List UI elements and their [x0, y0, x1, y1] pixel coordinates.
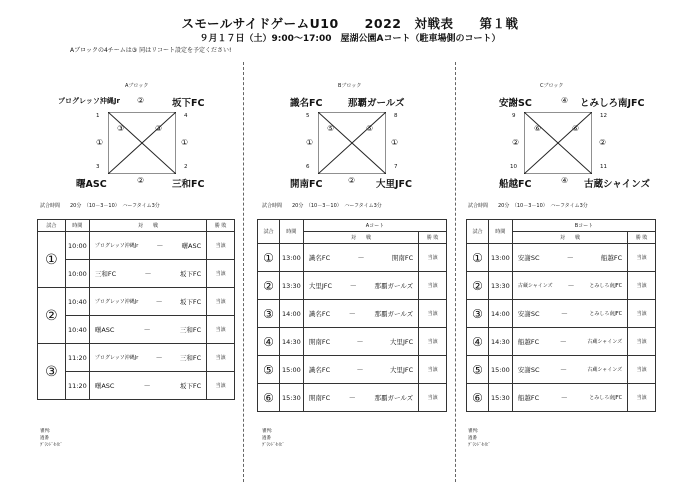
match-time: 10:40 — [65, 288, 89, 316]
block-c-num: 10 — [510, 164, 517, 170]
match-info-left: 試合時間 20分 （10－3－10） ハーフタイム3分 — [40, 203, 160, 209]
match-time: 14:00 — [488, 300, 512, 328]
header-result: 勝 敗 — [628, 232, 656, 244]
match-time: 14:30 — [279, 328, 303, 356]
block-c-team-tr: とみしろ南JFC — [580, 98, 645, 109]
block-b-num: 5 — [306, 113, 310, 119]
header-result: 勝 敗 — [419, 232, 447, 244]
block-a-num: 1 — [96, 113, 100, 119]
block-a-edge-top: ② — [137, 96, 145, 105]
block-c-team-br: 古蔵シャインズ — [584, 179, 651, 190]
schedule-table-left — [37, 219, 235, 400]
block-b-num: 6 — [306, 164, 310, 170]
header-game: 試合 — [258, 220, 280, 244]
away-team: 那覇ガールズ — [374, 310, 414, 318]
schedule-table-a-court — [257, 219, 447, 412]
match-result: 当該 — [207, 288, 235, 316]
column-divider-left — [243, 62, 244, 482]
home-team: 曙ASC — [94, 326, 115, 334]
block-c-team-bl: 船越FC — [499, 179, 532, 190]
match-time: 10:00 — [65, 232, 89, 260]
match-info-mid: 試合時間 20分 （10－3－10） ハーフタイム3分 — [262, 203, 382, 209]
block-a-name: Aブロック — [125, 83, 149, 89]
block-b-name: Bブロック — [338, 83, 362, 89]
header-time: 時間 — [488, 220, 512, 244]
game-number: ⑤ — [258, 356, 280, 384]
match-result: 当該 — [207, 344, 235, 372]
away-team: 坂下FC — [179, 270, 202, 278]
table-row: ① 13:00 安謝SC — 船越FC 当該 — [467, 244, 656, 272]
block-a-edge-diag-r: ③ — [155, 124, 163, 133]
home-team: 安謝SC — [517, 254, 540, 262]
block-c-name: Cブロック — [540, 83, 564, 89]
block-c-edge-diag-r: ⑥ — [572, 124, 580, 133]
home-team: 識名FC — [308, 310, 331, 318]
home-team: 大里JFC — [308, 282, 333, 290]
away-team: 三和FC — [179, 354, 202, 362]
home-team: プログレッソ沖縄Jr — [94, 243, 139, 249]
header-game: 試合 — [467, 220, 489, 244]
footer-line1: 審判: — [262, 429, 273, 434]
block-a-team-br: 三和FC — [172, 179, 205, 190]
home-team: 開南FC — [308, 338, 331, 346]
footer-left — [40, 428, 63, 449]
schedule-table-b-court — [466, 219, 656, 412]
home-team: 曙ASC — [94, 382, 115, 390]
match-time: 13:30 — [279, 272, 303, 300]
table-row: ③ 14:00 安謝SC — とみしろ南JFC 当該 — [467, 300, 656, 328]
away-team: とみしろ南JFC — [589, 395, 623, 401]
block-b-edge-left: ① — [306, 138, 314, 147]
match-time: 15:30 — [488, 384, 512, 412]
block-c-edge-right: ② — [599, 138, 607, 147]
table-row: ④ 14:30 開南FC — 大里JFC 当該 — [258, 328, 447, 356]
home-team: 開南FC — [308, 394, 331, 402]
match-result: 当該 — [628, 384, 656, 412]
game-number: ④ — [258, 328, 280, 356]
match-result: 当該 — [419, 328, 447, 356]
away-team: 坂下FC — [179, 382, 202, 390]
page-subtitle: ９月１７日（土）9:00～17:00 屋湖公園Aコート（駐車場側のコート） — [199, 34, 501, 44]
table-row: ② 10:40 プログレッソ沖縄Jr — 坂下FC 当該 — [38, 288, 235, 316]
match-result: 当該 — [207, 260, 235, 288]
home-team: 安謝SC — [517, 366, 540, 374]
away-team: 古蔵シャインズ — [587, 339, 623, 345]
footer-line1: 審判: — [40, 429, 51, 434]
block-b-num: 8 — [394, 113, 398, 119]
header-time: 時間 — [65, 220, 89, 232]
home-team: 三和FC — [94, 270, 117, 278]
game-number: ③ — [258, 300, 280, 328]
block-a-num: 2 — [184, 164, 188, 170]
match-time: 11:20 — [65, 372, 89, 400]
match-result: 当該 — [628, 272, 656, 300]
match-time: 15:30 — [279, 384, 303, 412]
match-result: 当該 — [207, 372, 235, 400]
header-result: 勝 敗 — [207, 220, 235, 232]
block-c-num: 11 — [600, 164, 607, 170]
table-row: ① 10:00 プログレッソ沖縄Jr — 曙ASC 当該 — [38, 232, 235, 260]
away-team: とみしろ南JFC — [589, 311, 623, 317]
away-team: 那覇ガールズ — [374, 394, 414, 402]
block-b-num: 7 — [394, 164, 398, 170]
table-row: ② 13:30 大里JFC — 那覇ガールズ 当該 — [258, 272, 447, 300]
home-team: 識名FC — [308, 254, 331, 262]
game-number: ② — [467, 272, 489, 300]
block-b-lines — [318, 112, 386, 174]
match-time: 14:30 — [488, 328, 512, 356]
match-time: 10:40 — [65, 316, 89, 344]
footer-line3: ｸﾞﾗﾝﾄﾞｾｲﾋﾞ — [262, 443, 285, 448]
footer-line2: 過番 — [262, 436, 271, 441]
table-row: ③ 11:20 プログレッソ沖縄Jr — 三和FC 当該 — [38, 344, 235, 372]
footer-mid — [262, 428, 285, 449]
block-a-lines — [108, 112, 176, 174]
block-b-edge-diag-l: ⑤ — [327, 124, 335, 133]
table-row: ③ 14:00 識名FC — 那覇ガールズ 当該 — [258, 300, 447, 328]
game-number: ① — [38, 232, 66, 288]
away-team: 曙ASC — [181, 242, 202, 250]
table-row: 10:40 曙ASC — 三和FC 当該 — [38, 316, 235, 344]
match-result: 当該 — [628, 328, 656, 356]
game-number: ② — [258, 272, 280, 300]
match-result: 当該 — [419, 272, 447, 300]
match-result: 当該 — [628, 300, 656, 328]
table-row: ⑤ 15:00 識名FC — 大里JFC 当該 — [258, 356, 447, 384]
block-c-num: 12 — [600, 113, 607, 119]
home-team: プログレッソ沖縄Jr — [94, 299, 139, 305]
match-time: 11:20 — [65, 344, 89, 372]
table-row: ⑤ 15:00 安謝SC — 古蔵シャインズ 当該 — [467, 356, 656, 384]
home-team: 船越FC — [517, 394, 540, 402]
block-b-edge-diag-r: ⑤ — [366, 124, 374, 133]
block-a-edge-bottom: ② — [137, 176, 145, 185]
home-team: 識名FC — [308, 366, 331, 374]
game-number: ③ — [38, 344, 66, 400]
block-c-edge-bottom: ④ — [561, 176, 569, 185]
court-a-header: Aコート — [303, 220, 446, 232]
match-result: 当該 — [419, 384, 447, 412]
header-match: 対 戦 — [512, 232, 627, 244]
table-row: ⑥ 15:30 船越FC — とみしろ南JFC 当該 — [467, 384, 656, 412]
match-time: 13:00 — [279, 244, 303, 272]
block-a-team-tl: プログレッソ沖縄Jr — [58, 97, 120, 105]
away-team: 大里JFC — [389, 366, 414, 374]
page-title: スモールサイドゲームU10 2022 対戦表 第１戦 — [181, 16, 519, 31]
footer-line3: ｸﾞﾗﾝﾄﾞｾｲﾋﾞ — [468, 443, 491, 448]
game-number: ⑥ — [258, 384, 280, 412]
game-number: ④ — [467, 328, 489, 356]
match-time: 10:00 — [65, 260, 89, 288]
away-team: とみしろ南JFC — [589, 283, 623, 289]
footer-right — [468, 428, 491, 449]
table-row: ④ 14:30 船越FC — 古蔵シャインズ 当該 — [467, 328, 656, 356]
column-divider-right — [455, 62, 456, 482]
block-a-edge-left: ① — [96, 138, 104, 147]
away-team: 古蔵シャインズ — [587, 367, 623, 373]
home-team: プログレッソ沖縄Jr — [94, 355, 139, 361]
home-team: 船越FC — [517, 338, 540, 346]
away-team: 坂下FC — [179, 298, 202, 306]
match-result: 当該 — [628, 244, 656, 272]
away-team: 三和FC — [179, 326, 202, 334]
match-result: 当該 — [419, 300, 447, 328]
away-team: 那覇ガールズ — [374, 282, 414, 290]
block-a-edge-right: ① — [181, 138, 189, 147]
home-team: 安謝SC — [517, 310, 540, 318]
game-number: ① — [467, 244, 489, 272]
court-b-header: Bコート — [512, 220, 655, 232]
block-b-team-tl: 識名FC — [290, 98, 323, 109]
table-row: ② 13:30 古蔵シャインズ — とみしろ南JFC 当該 — [467, 272, 656, 300]
match-result: 当該 — [419, 356, 447, 384]
home-team: 古蔵シャインズ — [517, 283, 553, 289]
match-time: 13:30 — [488, 272, 512, 300]
game-number: ⑤ — [467, 356, 489, 384]
header-match: 対 戦 — [89, 220, 206, 232]
block-a-num: 4 — [184, 113, 188, 119]
header-time: 時間 — [279, 220, 303, 244]
block-c-lines — [524, 112, 592, 174]
away-team: 開南FC — [391, 254, 414, 262]
footer-line1: 審判: — [468, 429, 479, 434]
header-match: 対 戦 — [303, 232, 418, 244]
block-a-num: 3 — [96, 164, 100, 170]
table-row: ⑥ 15:30 開南FC — 那覇ガールズ 当該 — [258, 384, 447, 412]
table-row: 10:00 三和FC — 坂下FC 当該 — [38, 260, 235, 288]
match-time: 14:00 — [279, 300, 303, 328]
block-b-team-br: 大里JFC — [376, 179, 412, 190]
block-c-edge-top: ④ — [561, 96, 569, 105]
block-a-team-tr: 坂下FC — [172, 98, 205, 109]
block-note: Aブロックの4チームは③ 同はリコート設定を予定ください! — [70, 47, 232, 54]
block-c-team-tl: 安謝SC — [499, 98, 532, 109]
match-time: 13:00 — [488, 244, 512, 272]
block-b-edge-right: ① — [391, 138, 399, 147]
match-result: 当該 — [207, 316, 235, 344]
header-game: 試合 — [38, 220, 66, 232]
match-info-right: 試合時間 20分 （10－3－10） ハーフタイム3分 — [468, 203, 588, 209]
game-number: ③ — [467, 300, 489, 328]
table-row: ① 13:00 識名FC — 開南FC 当該 — [258, 244, 447, 272]
match-time: 15:00 — [488, 356, 512, 384]
game-number: ① — [258, 244, 280, 272]
game-number: ② — [38, 288, 66, 344]
block-c-edge-left: ② — [512, 138, 520, 147]
match-result: 当該 — [419, 244, 447, 272]
block-c-num: 9 — [512, 113, 516, 119]
block-b-team-tr: 那覇ガールズ — [348, 98, 405, 109]
match-result: 当該 — [628, 356, 656, 384]
block-b-edge-bottom: ② — [348, 176, 356, 185]
footer-line2: 過番 — [40, 436, 49, 441]
footer-line2: 過番 — [468, 436, 477, 441]
table-row: 11:20 曙ASC — 坂下FC 当該 — [38, 372, 235, 400]
block-a-team-bl: 曙ASC — [76, 179, 107, 190]
game-number: ⑥ — [467, 384, 489, 412]
block-c-edge-diag-l: ⑥ — [534, 124, 542, 133]
match-time: 15:00 — [279, 356, 303, 384]
match-result: 当該 — [207, 232, 235, 260]
block-b-team-bl: 開南FC — [290, 179, 323, 190]
away-team: 船越FC — [600, 254, 623, 262]
block-a-edge-diag-l: ③ — [117, 124, 125, 133]
away-team: 大里JFC — [389, 338, 414, 346]
footer-line3: ｸﾞﾗﾝﾄﾞｾｲﾋﾞ — [40, 443, 63, 448]
